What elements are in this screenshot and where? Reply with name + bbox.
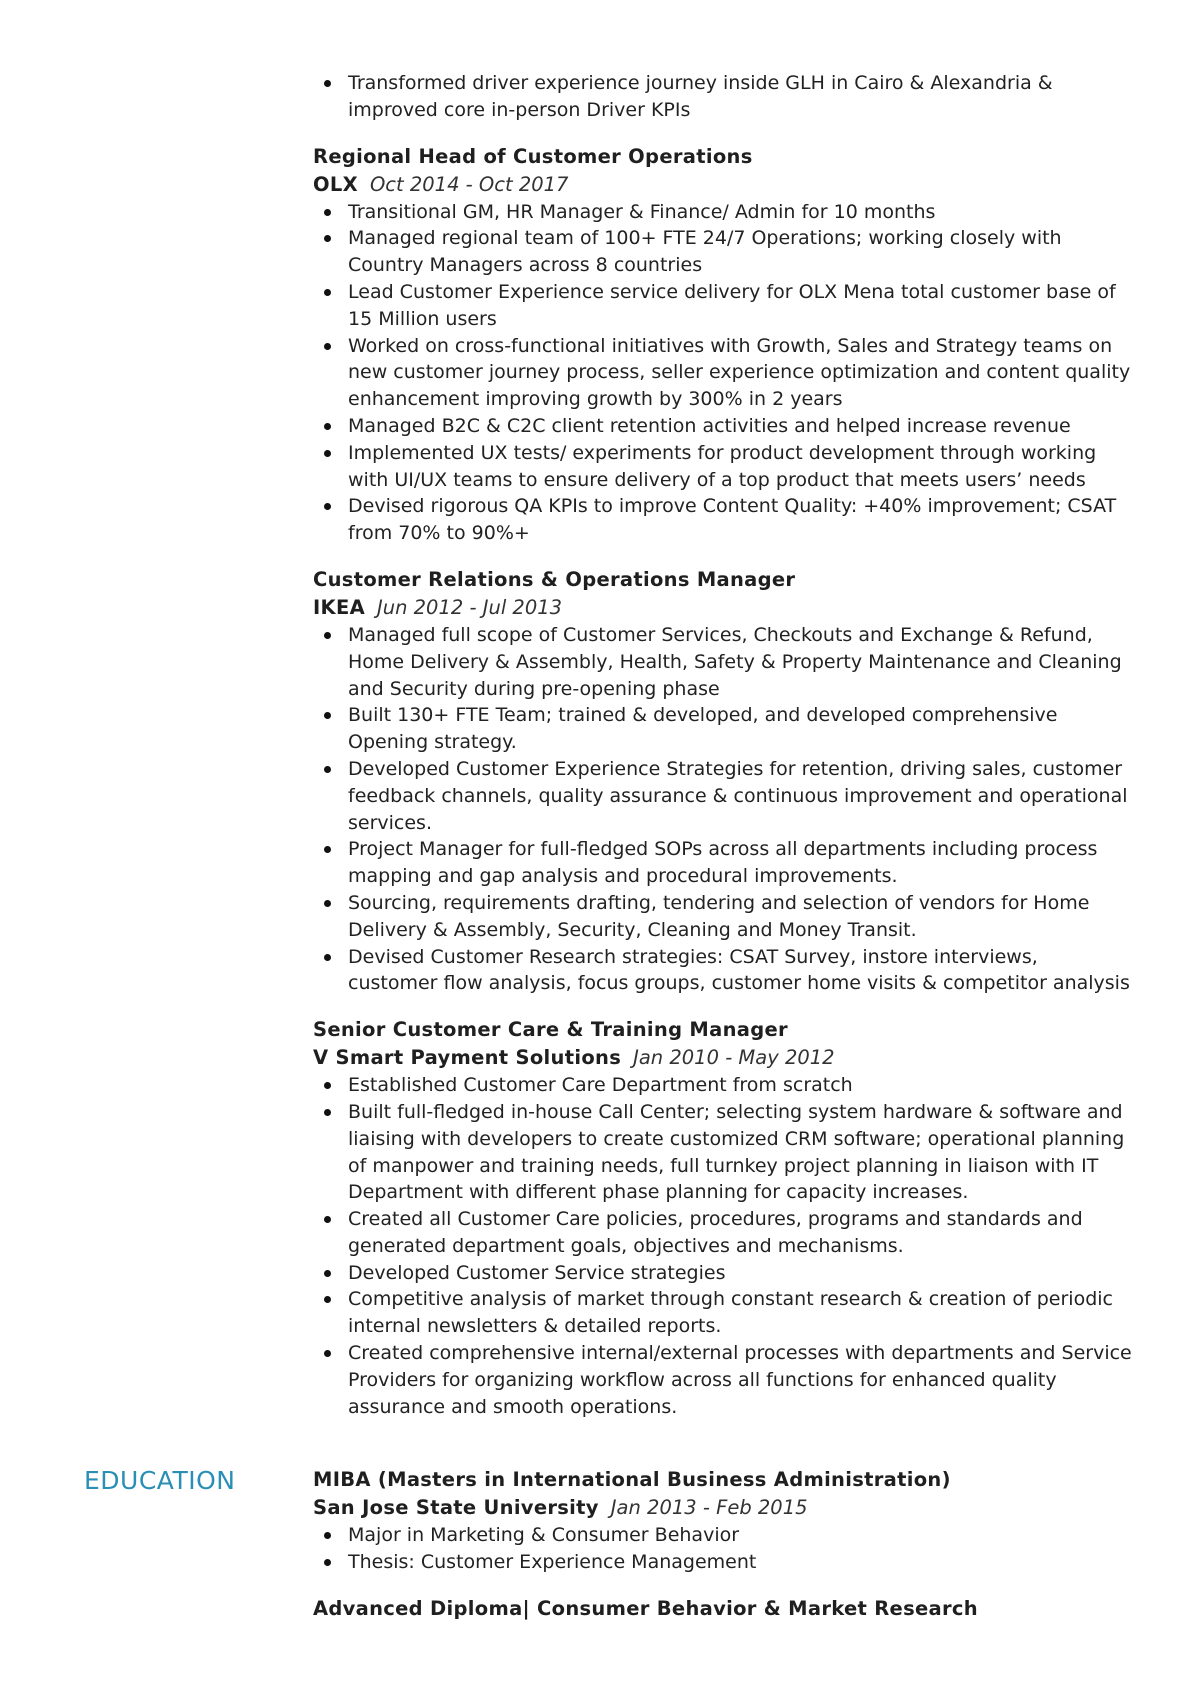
job-title: Regional Head of Customer Operations: [313, 144, 753, 168]
list-item: Lead Customer Experience service delivery for OLX Mena total customer base of 15 Million users: [313, 279, 1133, 333]
education-entry: [313, 1595, 1133, 1623]
job-entry: [313, 566, 1133, 997]
list-item: Built full-fledged in-house Call Center; selecting system hardware & software and liaising with developers to create customized CRM software; operational planning of manpower and training needs, full turnkey project planning in liaison with IT Department with different phase planning for capacity increases.: [313, 1099, 1133, 1206]
list-item: Managed full scope of Customer Services, Checkouts and Exchange & Refund, Home Delivery & Assembly, Health, Safety & Property Maintenance and Cleaning and Security during pre-opening phase: [313, 622, 1133, 702]
company-name: V Smart Payment Solutions: [313, 1046, 622, 1070]
company-name: IKEA: [313, 595, 365, 619]
list-item: Competitive analysis of market through constant research & creation of periodic internal newsletters & detailed reports.: [313, 1286, 1133, 1340]
list-item: Developed Customer Service strategies: [313, 1260, 1133, 1287]
list-item: Created comprehensive internal/external processes with departments and Service Providers for organizing workflow across all functions for enhanced quality assurance and smooth operations.: [313, 1340, 1133, 1420]
job-entry: [313, 1016, 1133, 1420]
continued-bullet-list: [313, 70, 1133, 124]
list-item: Managed B2C & C2C client retention activities and helped increase revenue: [313, 413, 1133, 440]
job-meta: [313, 594, 1133, 622]
list-item: Created all Customer Care policies, procedures, programs and standards and generated department goals, objectives and mechanisms.: [313, 1206, 1133, 1260]
list-item: Transformed driver experience journey inside GLH in Cairo & Alexandria & improved core in-person Driver KPIs: [313, 70, 1133, 124]
job-bullet-list: [313, 622, 1133, 997]
list-item: Established Customer Care Department from scratch: [313, 1072, 1133, 1099]
list-item: Thesis: Customer Experience Management: [313, 1549, 1133, 1576]
job-meta: [313, 171, 1133, 199]
job-bullet-list: [313, 199, 1133, 547]
company-name: OLX: [313, 172, 358, 196]
education-meta: [313, 1494, 1133, 1522]
list-item: Project Manager for full-fledged SOPs across all departments including process mapping and gap analysis and procedural improvements.: [313, 836, 1133, 890]
list-item: Managed regional team of 100+ FTE 24/7 Operations; working closely with Country Managers across 8 countries: [313, 225, 1133, 279]
job-dates: Jun 2012 - Jul 2013: [376, 595, 563, 619]
education-heading: EDUCATION: [84, 1466, 236, 1495]
job-bullet-list: [313, 1072, 1133, 1420]
job-title: Senior Customer Care & Training Manager: [313, 1018, 788, 1042]
list-item: Devised rigorous QA KPIs to improve Content Quality: +40% improvement; CSAT from 70% to 90%+: [313, 493, 1133, 547]
list-item: Devised Customer Research strategies: CSAT Survey, instore interviews, customer flow analysis, focus groups, customer home visits & competitor analysis: [313, 944, 1133, 998]
job-entry: [313, 143, 1133, 547]
degree-title: MIBA (Masters in International Business Administration): [313, 1468, 951, 1491]
list-item: Worked on cross-functional initiatives with Growth, Sales and Strategy teams on new customer journey process, seller experience optimization and content quality enhancement improving growth by 300% in 2 years: [313, 333, 1133, 413]
job-meta: [313, 1044, 1133, 1072]
list-item: Transitional GM, HR Manager & Finance/ Admin for 10 months: [313, 199, 1133, 226]
education-entry: [313, 1466, 1133, 1576]
job-dates: Jan 2010 - May 2012: [633, 1046, 835, 1070]
degree-title: Advanced Diploma| Consumer Behavior & Market Research: [313, 1596, 978, 1620]
job-dates: Oct 2014 - Oct 2017: [369, 172, 569, 196]
education-dates: Jan 2013 - Feb 2015: [610, 1496, 808, 1519]
education-section: [313, 1466, 1133, 1623]
list-item: Built 130+ FTE Team; trained & developed, and developed comprehensive Opening strategy.: [313, 702, 1133, 756]
experience-section: [313, 70, 1133, 1420]
list-item: Implemented UX tests/ experiments for product development through working with UI/UX teams to ensure delivery of a top product that meets users’ needs: [313, 440, 1133, 494]
list-item: Major in Marketing & Consumer Behavior: [313, 1522, 1133, 1549]
job-title: Customer Relations & Operations Manager: [313, 567, 796, 591]
school-name: San Jose State University: [313, 1496, 599, 1519]
list-item: Sourcing, requirements drafting, tendering and selection of vendors for Home Delivery & Assembly, Security, Cleaning and Money Transit.: [313, 890, 1133, 944]
list-item: Developed Customer Experience Strategies for retention, driving sales, customer feedback channels, quality assurance & continuous improvement and operational services.: [313, 756, 1133, 836]
education-bullet-list: [313, 1522, 1133, 1576]
